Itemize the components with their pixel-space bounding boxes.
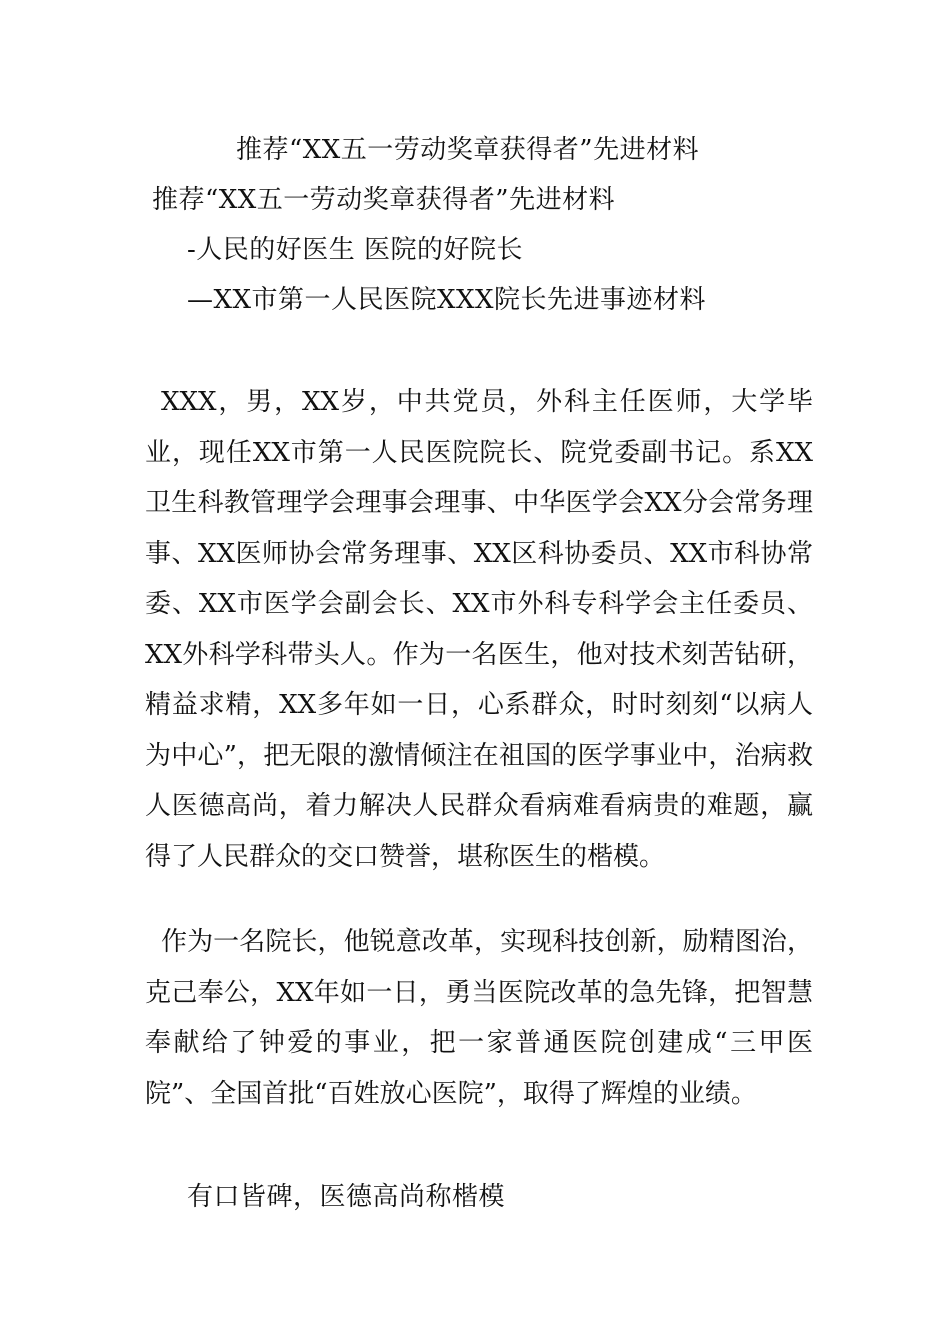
document-title: 推荐“XX五一劳动奖章获得者”先进材料: [236, 135, 700, 165]
document-subtitle-source: —XX市第一人民医院XXX院长先进事迹材料: [187, 285, 707, 315]
body-paragraph-intro: XXX，男，XX岁，中共党员，外科主任医师，大学毕业，现任XX市第一人民医院院长、院党委副书记。系XX卫生科教管理学会理事会理事、中华医学会XX分会常务理事、XX医师协会常务理事、XX区科协委员、XX市科协常委、XX市医学会副会长、XX市外科专科学会主任委员、XX外科学科带头人。作为一名医生，他对技术刻苦钻研，精益求精，XX多年如一日，心系群众，时时刻刻“以病人为中心”，把无限的激情倾注在祖国的医学事业中，治病救人医德高尚，着力解决人民群众看病难看病贵的难题，赢得了人民群众的交口赞誉，堪称医生的楷模。: [145, 387, 813, 872]
document-title-repeat: 推荐“XX五一劳动奖章获得者”先进材料: [152, 185, 616, 215]
document-subtitle: -人民的好医生 医院的好院长: [187, 235, 524, 265]
section-heading: 有口皆碑，医德高尚称楷模: [187, 1182, 506, 1212]
body-paragraph-director: 作为一名院长，他锐意改革，实现科技创新，励精图治，克己奉公，XX年如一日，勇当医院改革的急先锋，把智慧奉献给了钟爱的事业，把一家普通医院创建成“三甲医院”、全国首批“百姓放心医院”，取得了辉煌的业绩。: [145, 927, 813, 1109]
